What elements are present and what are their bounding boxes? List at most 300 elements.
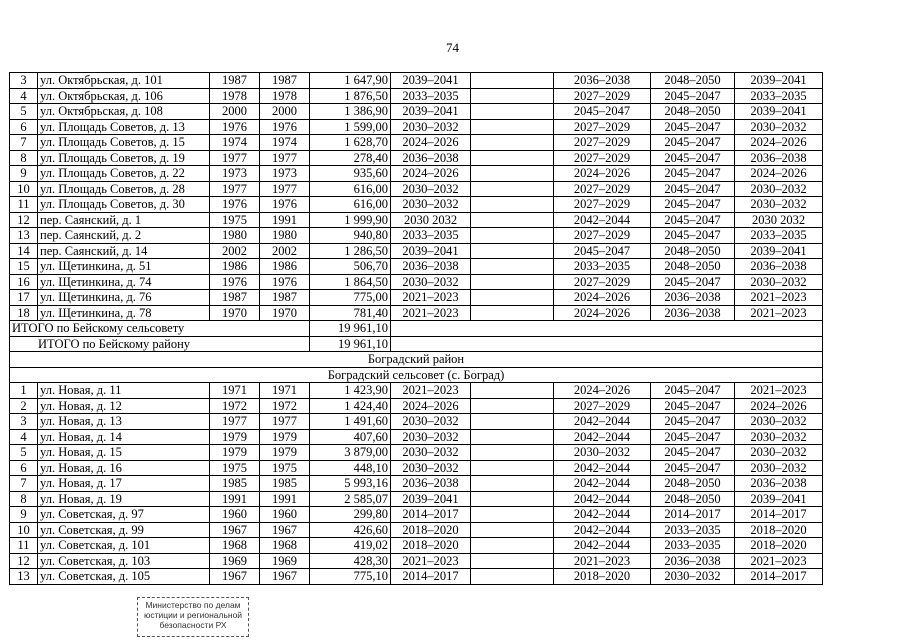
cell-period-5: 2021–2023 (735, 290, 823, 306)
cell-period-4: 2045–2047 (651, 414, 735, 430)
cell-year-commissioned: 1987 (260, 290, 310, 306)
cell-number: 2 (10, 398, 38, 414)
cell-period-1: 2030–2032 (391, 429, 471, 445)
cell-number: 7 (10, 135, 38, 151)
cell-period-4: 2048–2050 (651, 476, 735, 492)
table-row (10, 445, 823, 461)
cell-period-3: 2042–2044 (554, 507, 651, 523)
cell-year-built: 1969 (210, 553, 260, 569)
stamp-line: Министерство по делам (145, 600, 241, 610)
cell-year-commissioned: 1978 (260, 88, 310, 104)
cell-period-5: 2014–2017 (735, 569, 823, 585)
cell-period-5: 2036–2038 (735, 150, 823, 166)
cell-address: ул. Октябрьская, д. 101 (38, 73, 210, 89)
cell-area: 448,10 (310, 460, 391, 476)
cell-address: ул. Площадь Советов, д. 19 (38, 150, 210, 166)
table-row (10, 135, 823, 151)
cell-address: ул. Новая, д. 12 (38, 398, 210, 414)
table-row (10, 522, 823, 538)
cell-area: 616,00 (310, 197, 391, 213)
cell-area: 2 585,07 (310, 491, 391, 507)
cell-year-commissioned: 1979 (260, 445, 310, 461)
cell-period-2 (471, 274, 554, 290)
stamp-line: юстиции и региональной (143, 610, 243, 620)
cell-period-2 (471, 243, 554, 259)
cell-period-3: 2018–2020 (554, 569, 651, 585)
cell-period-5: 2030–2032 (735, 445, 823, 461)
cell-period-3: 2024–2026 (554, 383, 651, 399)
cell-year-built: 1960 (210, 507, 260, 523)
cell-period-5: 2021–2023 (735, 553, 823, 569)
cell-period-3: 2042–2044 (554, 522, 651, 538)
cell-address: ул. Советская, д. 101 (38, 538, 210, 554)
cell-period-4: 2048–2050 (651, 491, 735, 507)
cell-year-built: 1980 (210, 228, 260, 244)
cell-period-3: 2027–2029 (554, 197, 651, 213)
table-row (10, 243, 823, 259)
cell-period-5: 2033–2035 (735, 88, 823, 104)
cell-year-built: 1986 (210, 259, 260, 275)
cell-period-4: 2033–2035 (651, 538, 735, 554)
cell-area: 278,40 (310, 150, 391, 166)
cell-year-built: 1972 (210, 398, 260, 414)
cell-address: пер. Саянский, д. 14 (38, 243, 210, 259)
cell-period-5: 2030–2032 (735, 460, 823, 476)
cell-number: 4 (10, 429, 38, 445)
cell-period-2 (471, 150, 554, 166)
cell-period-2 (471, 445, 554, 461)
cell-period-2 (471, 290, 554, 306)
cell-address: ул. Советская, д. 103 (38, 553, 210, 569)
cell-year-commissioned: 1968 (260, 538, 310, 554)
cell-period-3: 2042–2044 (554, 429, 651, 445)
cell-period-5: 2024–2026 (735, 135, 823, 151)
cell-period-5: 2036–2038 (735, 259, 823, 275)
cell-period-1: 2021–2023 (391, 553, 471, 569)
cell-address: ул. Новая, д. 19 (38, 491, 210, 507)
cell-period-4: 2045–2047 (651, 212, 735, 228)
cell-number: 15 (10, 259, 38, 275)
cell-period-5: 2014–2017 (735, 507, 823, 523)
cell-period-1: 2030–2032 (391, 274, 471, 290)
cell-period-1: 2021–2023 (391, 383, 471, 399)
cell-period-2 (471, 522, 554, 538)
cell-period-3: 2033–2035 (554, 259, 651, 275)
cell-year-commissioned: 2000 (260, 104, 310, 120)
cell-year-built: 1987 (210, 73, 260, 89)
cell-address: ул. Советская, д. 99 (38, 522, 210, 538)
cell-address: ул. Новая, д. 11 (38, 383, 210, 399)
cell-year-commissioned: 1976 (260, 119, 310, 135)
cell-period-1: 2014–2017 (391, 507, 471, 523)
cell-year-commissioned: 1980 (260, 228, 310, 244)
cell-period-1: 2021–2023 (391, 305, 471, 321)
cell-period-1: 2018–2020 (391, 538, 471, 554)
top-rows (10, 73, 823, 321)
table-row (10, 212, 823, 228)
cell-area: 1 864,50 (310, 274, 391, 290)
cell-number: 10 (10, 522, 38, 538)
cell-year-built: 1970 (210, 305, 260, 321)
cell-period-3: 2030–2032 (554, 445, 651, 461)
cell-address: ул. Щетинкина, д. 76 (38, 290, 210, 306)
cell-address: ул. Площадь Советов, д. 30 (38, 197, 210, 213)
table-row (10, 538, 823, 554)
cell-period-3: 2042–2044 (554, 491, 651, 507)
cell-year-built: 1979 (210, 445, 260, 461)
cell-area: 775,00 (310, 290, 391, 306)
cell-period-3: 2027–2029 (554, 150, 651, 166)
cell-year-commissioned: 1977 (260, 150, 310, 166)
table-row (10, 259, 823, 275)
cell-period-2 (471, 228, 554, 244)
total-rayon-label: ИТОГО по Бейскому району (10, 336, 310, 352)
cell-period-1: 2036–2038 (391, 150, 471, 166)
table-row (10, 460, 823, 476)
cell-period-3: 2027–2029 (554, 119, 651, 135)
cell-number: 18 (10, 305, 38, 321)
cell-period-1: 2036–2038 (391, 259, 471, 275)
cell-period-2 (471, 398, 554, 414)
cell-period-4: 2045–2047 (651, 135, 735, 151)
cell-year-built: 1991 (210, 491, 260, 507)
cell-period-2 (471, 414, 554, 430)
cell-period-4: 2014–2017 (651, 507, 735, 523)
cell-period-3: 2027–2029 (554, 181, 651, 197)
cell-period-2 (471, 491, 554, 507)
cell-period-2 (471, 460, 554, 476)
cell-area: 1 386,90 (310, 104, 391, 120)
cell-year-commissioned: 2002 (260, 243, 310, 259)
cell-year-built: 1979 (210, 429, 260, 445)
cell-year-built: 1987 (210, 290, 260, 306)
cell-period-1: 2030–2032 (391, 460, 471, 476)
total-selsovet-value: 19 961,10 (310, 321, 391, 337)
cell-number: 12 (10, 553, 38, 569)
total-rayon-row (10, 336, 823, 352)
cell-period-5: 2030–2032 (735, 274, 823, 290)
cell-period-1: 2030–2032 (391, 445, 471, 461)
cell-period-4: 2045–2047 (651, 274, 735, 290)
cell-area: 940,80 (310, 228, 391, 244)
cell-year-built: 2000 (210, 104, 260, 120)
cell-period-1: 2030–2032 (391, 414, 471, 430)
cell-address: ул. Щетинкина, д. 78 (38, 305, 210, 321)
cell-period-4: 2048–2050 (651, 259, 735, 275)
cell-address: ул. Площадь Советов, д. 13 (38, 119, 210, 135)
cell-period-1: 2021–2023 (391, 290, 471, 306)
cell-area: 1 628,70 (310, 135, 391, 151)
cell-period-4: 2045–2047 (651, 429, 735, 445)
cell-number: 6 (10, 119, 38, 135)
cell-address: ул. Советская, д. 97 (38, 507, 210, 523)
cell-period-1: 2024–2026 (391, 398, 471, 414)
cell-period-3: 2027–2029 (554, 228, 651, 244)
table-row (10, 181, 823, 197)
cell-period-2 (471, 383, 554, 399)
cell-period-3: 2045–2047 (554, 104, 651, 120)
housing-repair-table (9, 72, 823, 585)
cell-year-commissioned: 1977 (260, 414, 310, 430)
cell-period-3: 2042–2044 (554, 212, 651, 228)
cell-period-1: 2033–2035 (391, 88, 471, 104)
table-row (10, 290, 823, 306)
cell-number: 3 (10, 414, 38, 430)
cell-period-4: 2036–2038 (651, 553, 735, 569)
cell-period-2 (471, 429, 554, 445)
cell-address: ул. Площадь Советов, д. 15 (38, 135, 210, 151)
cell-period-5: 2018–2020 (735, 538, 823, 554)
table-row (10, 569, 823, 585)
registration-stamp (137, 597, 249, 637)
cell-period-1: 2039–2041 (391, 73, 471, 89)
table-row (10, 88, 823, 104)
cell-period-3: 2042–2044 (554, 538, 651, 554)
cell-year-built: 1973 (210, 166, 260, 182)
cell-year-commissioned: 1975 (260, 460, 310, 476)
cell-area: 5 993,16 (310, 476, 391, 492)
cell-year-commissioned: 1977 (260, 181, 310, 197)
cell-area: 1 999,90 (310, 212, 391, 228)
cell-period-2 (471, 181, 554, 197)
cell-period-3: 2042–2044 (554, 460, 651, 476)
table-row (10, 305, 823, 321)
cell-year-built: 1977 (210, 181, 260, 197)
table-row (10, 414, 823, 430)
cell-period-4: 2045–2047 (651, 181, 735, 197)
cell-period-3: 2036–2038 (554, 73, 651, 89)
cell-period-5: 2021–2023 (735, 383, 823, 399)
cell-period-2 (471, 119, 554, 135)
cell-number: 1 (10, 383, 38, 399)
cell-period-5: 2039–2041 (735, 491, 823, 507)
cell-period-5: 2030–2032 (735, 197, 823, 213)
cell-year-commissioned: 1979 (260, 429, 310, 445)
cell-area: 419,02 (310, 538, 391, 554)
cell-area: 1 647,90 (310, 73, 391, 89)
cell-period-3: 2042–2044 (554, 414, 651, 430)
cell-period-5: 2030–2032 (735, 119, 823, 135)
cell-year-commissioned: 1974 (260, 135, 310, 151)
cell-area: 407,60 (310, 429, 391, 445)
cell-address: ул. Новая, д. 14 (38, 429, 210, 445)
cell-year-commissioned: 1970 (260, 305, 310, 321)
cell-address: ул. Октябрьская, д. 106 (38, 88, 210, 104)
table-row (10, 491, 823, 507)
page-number: 74 (446, 40, 459, 55)
cell-area: 781,40 (310, 305, 391, 321)
cell-period-1: 2039–2041 (391, 243, 471, 259)
cell-year-commissioned: 1987 (260, 73, 310, 89)
cell-area: 1 423,90 (310, 383, 391, 399)
cell-period-2 (471, 197, 554, 213)
cell-period-4: 2048–2050 (651, 243, 735, 259)
cell-period-5: 2039–2041 (735, 104, 823, 120)
cell-address: ул. Площадь Советов, д. 28 (38, 181, 210, 197)
total-rayon-value: 19 961,10 (310, 336, 391, 352)
cell-address: ул. Октябрьская, д. 108 (38, 104, 210, 120)
table-row (10, 476, 823, 492)
stamp-line: безопасности РХ (159, 620, 227, 630)
cell-number: 3 (10, 73, 38, 89)
cell-year-built: 1974 (210, 135, 260, 151)
cell-number: 16 (10, 274, 38, 290)
table-row (10, 383, 823, 399)
table-row (10, 197, 823, 213)
cell-year-commissioned: 1976 (260, 197, 310, 213)
cell-area: 1 876,50 (310, 88, 391, 104)
cell-year-commissioned: 1986 (260, 259, 310, 275)
cell-number: 5 (10, 104, 38, 120)
cell-year-commissioned: 1972 (260, 398, 310, 414)
cell-period-3: 2024–2026 (554, 166, 651, 182)
cell-period-2 (471, 259, 554, 275)
cell-number: 8 (10, 491, 38, 507)
cell-year-built: 1975 (210, 212, 260, 228)
cell-year-commissioned: 1973 (260, 166, 310, 182)
cell-address: ул. Новая, д. 13 (38, 414, 210, 430)
cell-year-built: 1976 (210, 119, 260, 135)
cell-period-4: 2045–2047 (651, 166, 735, 182)
cell-period-4: 2036–2038 (651, 290, 735, 306)
cell-period-5: 2039–2041 (735, 243, 823, 259)
section-rayon-row (10, 352, 823, 368)
section-selsovet-heading: Боградский сельсовет (с. Боград) (10, 367, 823, 383)
cell-address: пер. Саянский, д. 1 (38, 212, 210, 228)
cell-year-commissioned: 1985 (260, 476, 310, 492)
cell-period-5: 2039–2041 (735, 73, 823, 89)
cell-period-3: 2024–2026 (554, 290, 651, 306)
cell-area: 1 491,60 (310, 414, 391, 430)
cell-period-1: 2024–2026 (391, 166, 471, 182)
cell-period-4: 2030–2032 (651, 569, 735, 585)
cell-period-5: 2033–2035 (735, 228, 823, 244)
cell-period-3: 2024–2026 (554, 305, 651, 321)
cell-year-commissioned: 1969 (260, 553, 310, 569)
cell-period-1: 2014–2017 (391, 569, 471, 585)
cell-period-2 (471, 73, 554, 89)
table-row (10, 507, 823, 523)
cell-period-1: 2030–2032 (391, 181, 471, 197)
cell-number: 14 (10, 243, 38, 259)
cell-year-commissioned: 1976 (260, 274, 310, 290)
cell-period-2 (471, 305, 554, 321)
cell-period-4: 2045–2047 (651, 88, 735, 104)
cell-number: 4 (10, 88, 38, 104)
table-row (10, 166, 823, 182)
cell-year-built: 1985 (210, 476, 260, 492)
cell-period-4: 2045–2047 (651, 228, 735, 244)
cell-period-4: 2045–2047 (651, 398, 735, 414)
cell-period-5: 2024–2026 (735, 166, 823, 182)
cell-number: 5 (10, 445, 38, 461)
cell-period-1: 2039–2041 (391, 104, 471, 120)
cell-area: 426,60 (310, 522, 391, 538)
cell-number: 9 (10, 166, 38, 182)
cell-period-3: 2042–2044 (554, 476, 651, 492)
table-row (10, 429, 823, 445)
cell-period-4: 2048–2050 (651, 104, 735, 120)
cell-area: 428,30 (310, 553, 391, 569)
cell-period-1: 2039–2041 (391, 491, 471, 507)
cell-year-built: 1971 (210, 383, 260, 399)
cell-period-5: 2021–2023 (735, 305, 823, 321)
section-selsovet-row (10, 367, 823, 383)
cell-number: 8 (10, 150, 38, 166)
cell-year-built: 1978 (210, 88, 260, 104)
cell-period-3: 2045–2047 (554, 243, 651, 259)
cell-period-4: 2045–2047 (651, 445, 735, 461)
cell-period-2 (471, 507, 554, 523)
cell-period-4: 2045–2047 (651, 197, 735, 213)
cell-area: 3 879,00 (310, 445, 391, 461)
cell-number: 11 (10, 197, 38, 213)
cell-period-5: 2030 2032 (735, 212, 823, 228)
cell-year-commissioned: 1967 (260, 569, 310, 585)
cell-period-2 (471, 538, 554, 554)
cell-year-built: 1977 (210, 414, 260, 430)
cell-address: ул. Щетинкина, д. 51 (38, 259, 210, 275)
table-row (10, 228, 823, 244)
cell-area: 299,80 (310, 507, 391, 523)
cell-address: ул. Советская, д. 105 (38, 569, 210, 585)
cell-period-3: 2027–2029 (554, 135, 651, 151)
cell-number: 7 (10, 476, 38, 492)
cell-number: 11 (10, 538, 38, 554)
cell-period-4: 2036–2038 (651, 305, 735, 321)
cell-period-5: 2018–2020 (735, 522, 823, 538)
table-row (10, 104, 823, 120)
cell-period-4: 2045–2047 (651, 460, 735, 476)
cell-number: 12 (10, 212, 38, 228)
table-row (10, 274, 823, 290)
cell-period-2 (471, 166, 554, 182)
cell-period-1: 2030–2032 (391, 197, 471, 213)
totals (10, 321, 823, 383)
cell-year-built: 1976 (210, 197, 260, 213)
cell-period-2 (471, 476, 554, 492)
cell-area: 1 286,50 (310, 243, 391, 259)
cell-period-5: 2030–2032 (735, 414, 823, 430)
total-selsovet-row (10, 321, 823, 337)
cell-period-3: 2027–2029 (554, 274, 651, 290)
table-row (10, 73, 823, 89)
cell-period-4: 2048–2050 (651, 73, 735, 89)
bottom-rows (10, 383, 823, 585)
table-row (10, 119, 823, 135)
total-selsovet-label: ИТОГО по Бейскому сельсовету (10, 321, 310, 337)
cell-year-built: 1977 (210, 150, 260, 166)
cell-address: пер. Саянский, д. 2 (38, 228, 210, 244)
cell-area: 506,70 (310, 259, 391, 275)
cell-area: 775,10 (310, 569, 391, 585)
cell-address: ул. Новая, д. 15 (38, 445, 210, 461)
cell-number: 17 (10, 290, 38, 306)
cell-number: 13 (10, 569, 38, 585)
cell-year-built: 1968 (210, 538, 260, 554)
cell-number: 6 (10, 460, 38, 476)
cell-period-1: 2024–2026 (391, 135, 471, 151)
cell-period-3: 2027–2029 (554, 88, 651, 104)
cell-period-1: 2030 2032 (391, 212, 471, 228)
cell-year-commissioned: 1991 (260, 491, 310, 507)
cell-year-built: 1967 (210, 522, 260, 538)
cell-period-2 (471, 553, 554, 569)
table-row (10, 398, 823, 414)
cell-period-2 (471, 104, 554, 120)
cell-address: ул. Щетинкина, д. 74 (38, 274, 210, 290)
cell-period-4: 2033–2035 (651, 522, 735, 538)
